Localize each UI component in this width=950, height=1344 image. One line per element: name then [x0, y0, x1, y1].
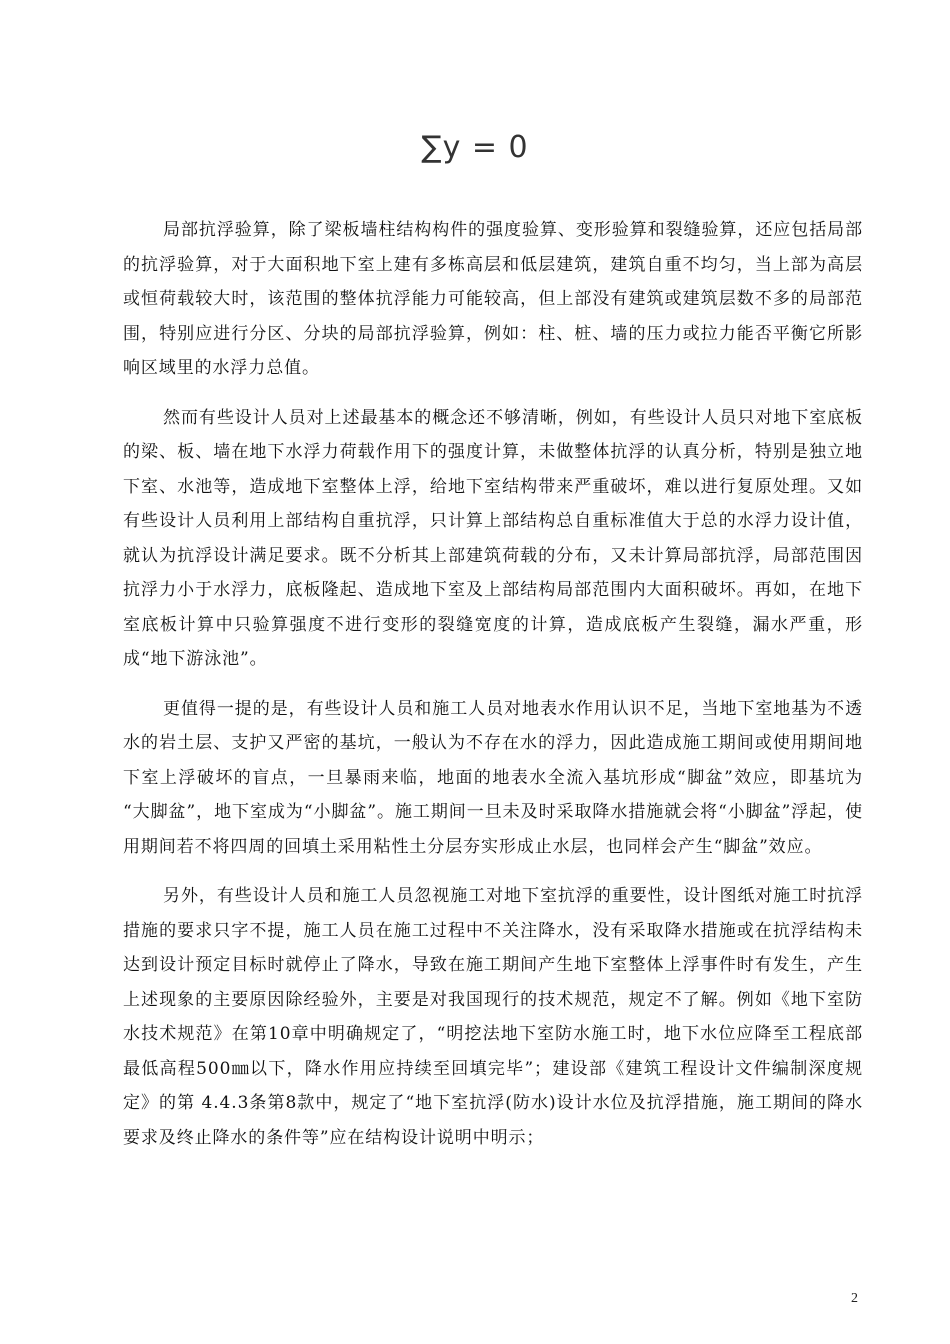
- paragraph-surface-water: 更值得一提的是，有些设计人员和施工人员对地表水作用认识不足，当地下室地基为不透水的岩土层、支护又严密的基坑，一般认为不存在水的浮力，因此造成施工期间或使用期间地下室上浮破坏的盲点，一旦暴雨来临，地面的地表水全流入基坑形成“脚盆”效应，即基坑为 “大脚盆”，地下室成为“小脚盆”。施工期间一旦未及时采取降水措施就会将“小脚盆”浮起，使用期间若不将四周的回填土采用粘性土分层夯实形成止水层，也同样会产生“脚盆”效应。: [123, 698, 863, 857]
- paragraph-local-anti-floating: 局部抗浮验算，除了梁板墙柱结构构件的强度验算、变形验算和裂缝验算，还应包括局部的抗浮验算，对于大面积地下室上建有多栋高层和低层建筑，建筑自重不均匀，当上部为高层或恒荷载较大时，该范围的整体抗浮能力可能较高，但上部没有建筑或建筑层数不多的局部范围，特别应进行分区、分块的局部抗浮验算，例如：柱、桩、墙的压力或拉力能否平衡它所影响区域里的水浮力总值。: [123, 220, 863, 378]
- body-text: [123, 213, 863, 1170]
- paragraph-construction-dewatering: 另外，有些设计人员和施工人员忽视施工对地下室抗浮的重要性，设计图纸对施工时抗浮措施的要求只字不提，施工人员在施工过程中不关注降水，没有采取降水措施或在抗浮结构未达到设计预定目标时就停止了降水，导致在施工期间产生地下室整体上浮事件时有发生，产生上述现象的主要原因除经验外，主要是对我国现行的技术规范，规定不了解。例如《地下室防水技术规范》在第10章中明确规定了，“明挖法地下室防水施工时，地下水位应降至工程底部最低高程500㎜以下，降水作用应持续至回填完毕”；建设部《建筑工程设计文件编制深度规定》的第 4.4.3条第8款中，规定了“地下室抗浮(防水)设计水位及抗浮措施，施工期间的降水要求及终止降水的条件等”应在结构设计说明中明示；: [123, 886, 863, 1148]
- equilibrium-formula: ∑y = 0: [421, 130, 529, 165]
- page-number: 2: [851, 1291, 858, 1306]
- paragraph-design-misconceptions: 然而有些设计人员对上述最基本的概念还不够清晰，例如，有些设计人员只对地下室底板的梁、板、墙在地下水浮力荷载作用下的强度计算，未做整体抗浮的认真分析，特别是独立地下室、水池等，造成地下室整体上浮，给地下室结构带来严重破坏，难以进行复原处理。又如有些设计人员利用上部结构自重抗浮，只计算上部结构总自重标准值大于总的水浮力设计值，就认为抗浮设计满足要求。既不分析其上部建筑荷载的分布，又未计算局部抗浮，局部范围因抗浮力小于水浮力，底板隆起、造成地下室及上部结构局部范围内大面积破坏。再如，在地下室底板计算中只验算强度不进行变形的裂缝宽度的计算，造成底板产生裂缝，漏水严重，形成“地下游泳池”。: [123, 407, 863, 669]
